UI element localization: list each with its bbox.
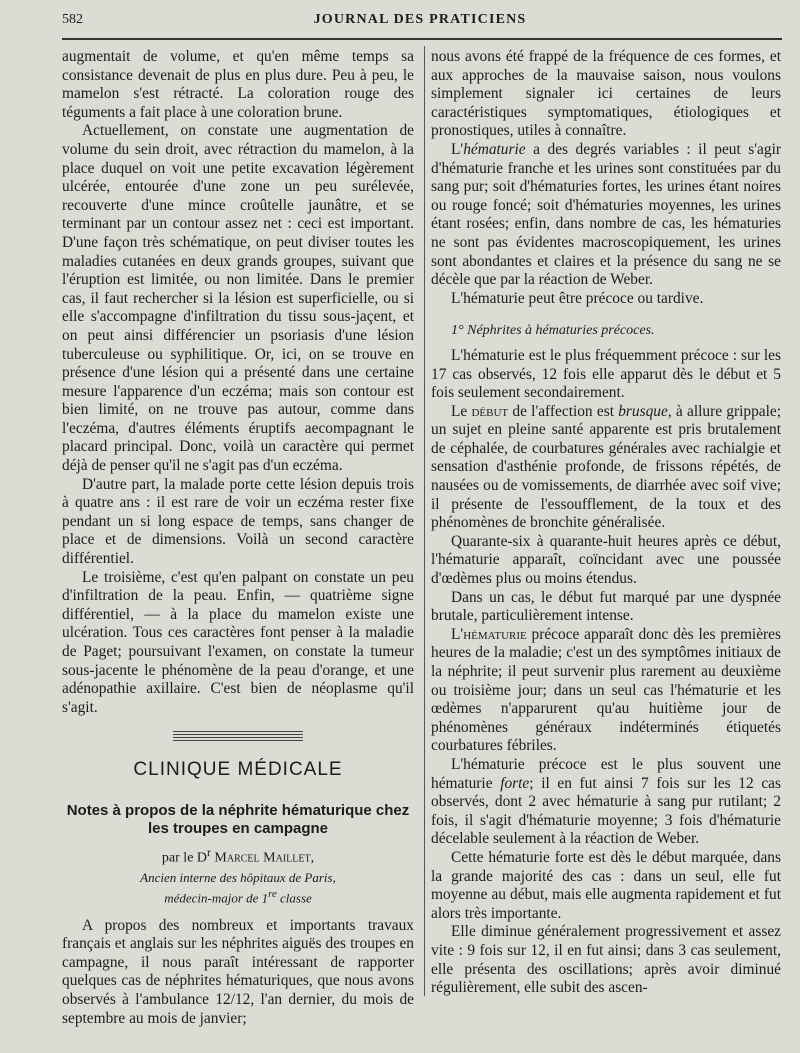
section-title: CLINIQUE MÉDICALE xyxy=(133,759,343,781)
byline-prefix: par le D xyxy=(161,850,208,866)
affiliation-line-2-suffix: classe xyxy=(276,890,312,906)
emphasis: forte xyxy=(500,774,530,792)
left-column xyxy=(62,48,414,1028)
paragraph xyxy=(431,756,781,849)
paragraph: L'hématurie est le plus fréquemment précoce : sur les 17 cas observés, 12 fois elle apparut dès le début et 5 fois seulement secondairement. xyxy=(431,346,781,402)
paragraph xyxy=(431,141,781,290)
paragraph: augmentait de volume, et qu'en même temps sa consistance devenait de plus en plus dure. Peu à peu, le mamelon s'est rétracté. La coloration rouge des téguments a fait place à une coloration brune. xyxy=(62,48,414,121)
emphasis: hématurie xyxy=(463,140,526,158)
paragraph: Quarante-six à quarante-huit heures après ce début, l'hématurie apparaît, coïncidant avec une poussée d'œdèmes plus ou moins étendus. xyxy=(431,532,781,588)
paragraph: Elle diminue généralement progressivement et assez vite : 9 fois sur 12, il en fut ainsi; dans 3 cas seulement, elle présenta des oscillations; après avoir diminué régulièrement, elle subit des ascen- xyxy=(431,923,781,997)
paragraph: Dans un cas, le début fut marqué par une dyspnée brutale, particulièrement intense. xyxy=(431,588,781,625)
section-separator xyxy=(173,731,303,741)
subsection-heading xyxy=(431,322,781,341)
text-run: a des degrés variables : il peut s'agir d'hématurie franche et les urines sont constituées par du sang pur; soit d'hématuries fortes, les urines étant noires ou rouge foncé; soit d'hématuries moyennes, les urines étant rosées; enfin, dans nombre de cas, les hématuries ne sont pas évidentes macroscopiquement, les urines sont abondantes et claires et la présence du sang ne se décèle que par la réaction de Weber. xyxy=(431,140,781,289)
text-run: , à allure grippale; un sujet en pleine santé apparente est pris brutalement de céphalée, de courbatures générales avec rachialgie et sensation d'asthénie profonde, de frissons répétés, de nausées ou de vomissements, de diarrhée avec soif vive; il présente de l'essoufflement, de la toux et des phénomènes de bronchite généralisée. xyxy=(431,402,781,532)
article-title: Notes à propos de la néphrite hématurique chez les troupes en campagne xyxy=(66,801,410,837)
author-name: Marcel Maillet, xyxy=(214,850,315,866)
affiliation-line-1: Ancien interne des hôpitaux de Paris, xyxy=(140,870,336,886)
byline-sup: r xyxy=(207,845,211,859)
text-run: ; il en fut ainsi 7 fois sur les 12 cas observés, dont 2 avec hématurie à sang pur rutilant; 2 fois, il s'agit d'hématurie moyenne; 3 fois d'hématurie décelable seulement à la réaction de Weber. xyxy=(431,774,781,848)
affiliation-line-2-prefix: médecin-major de 1 xyxy=(164,890,269,906)
text-run: L' xyxy=(451,140,464,158)
emphasis: brusque xyxy=(618,402,668,420)
right-column xyxy=(431,48,781,998)
affiliation-sup: re xyxy=(268,888,277,901)
subsection-number: 1° xyxy=(451,323,464,339)
paragraph xyxy=(431,403,781,533)
paragraph: L'hématurie peut être précoce ou tardive. xyxy=(451,289,704,307)
paragraph: D'autre part, la malade porte cette lésion depuis trois à quatre ans : il est rare de voir un eczéma rester fixe pendant un si long espace de temps, sans changer de place et de dimensions. Voilà un second caractère différentiel. xyxy=(62,475,414,568)
author-byline xyxy=(62,844,414,868)
article-intro: A propos des nombreux et importants travaux français et anglais sur les néphrites aiguës des troupes en campagne, il nous paraît intéressant de rapporter quelques cas de néphrites hématuriques, que nous avons observés à l'ambulance 12/12, l'an dernier, du mois de septembre au mois de janvier; xyxy=(62,916,414,1027)
paragraph: Actuellement, on constate une augmentation de volume du sein droit, avec rétraction du mamelon, à la place duquel on voit une petite excavation légèrement ulcérée, entourée d'une zone un peu surélevée, recouverte d'une mince croûtelle jaunâtre, et se terminant par un contour assez net : ceci est important. D'une façon très schématique, on peut diviser toutes les maladies cutanées en deux grands groupes, suivant que l'éruption est limitée, ou non limitée. Dans le premier cas, il faut rechercher si la lésion est superficielle, ou si elle s'accompagne d'infiltration du tissu sous-jaçent, et on peut ainsi différencier un psoriasis d'une lésion tuberculeuse ou syphilitique. Or, ici, on se trouve en présence d'une lésion qui a présenté dans une certaine mesure l'apparence d'un eczéma; mais son contour est bien limité, on ne trouve pas autour, comme dans l'eczéma, d'autres éléments éruptifs aecompagnant le placard principal. Donc, voilà un caractère qui permet déjà de penser qu'il ne s'agit pas d'un eczéma. xyxy=(62,122,414,475)
text-run: L' xyxy=(451,625,464,643)
text-run: Le xyxy=(451,402,472,420)
small-caps-run: hématurie xyxy=(463,625,527,643)
small-caps-run: début xyxy=(471,402,509,420)
author-affiliation xyxy=(62,870,414,906)
paragraph xyxy=(431,626,781,756)
text-run: précoce apparaît donc dès les premières heures de la maladie; c'est un des symptômes initiaux de la néphrite; il peut survenir plus rarement au deuxième ou troisième jour; dans un seul cas l'hématurie et les œdèmes n'apparurent qu'au huitième jour de phénomènes généraux indéterminés étiquetés courbatures fébriles. xyxy=(431,625,781,755)
page-number: 582 xyxy=(62,12,83,27)
text-run: de l'affection est xyxy=(508,402,619,420)
page-header xyxy=(62,12,778,34)
paragraph: Le troisième, c'est qu'en palpant on constate un peu d'infiltration de la peau. Enfin, — quatrième signe différentiel, — à la place du mamelon existe une ulcération. Tous ces caractères font penser à la maladie de Paget; poursuivant l'examen, on constate la tumeur sous-jacente le phénomène de la peau d'orange, et une adénopathie axillaire. C'est bien de néoplasme qu'il s'agit. xyxy=(62,568,414,716)
subsection-title: Néphrites à hématuries précoces. xyxy=(467,323,655,339)
paragraph: Cette hématurie forte est dès le début marquée, dans la grande majorité des cas : dans un seul, elle fut moyenne au début, mais elle augmenta rapidement et fut alors très importante. xyxy=(431,848,781,922)
column-divider xyxy=(424,46,425,996)
header-rule xyxy=(62,38,782,40)
text-run: L'hématurie précoce est le plus souvent une hématurie xyxy=(431,755,781,792)
paragraph: nous avons été frappé de la fréquence de ces formes, et aux approches de la mauvaise saison, nous voulons simplement signaler ici certaines de leurs caractéristiques symptomatiques, étiologiques et pronostiques, utiles à connaître. xyxy=(431,48,781,140)
journal-title: JOURNAL DES PRATICIENS xyxy=(313,12,527,27)
